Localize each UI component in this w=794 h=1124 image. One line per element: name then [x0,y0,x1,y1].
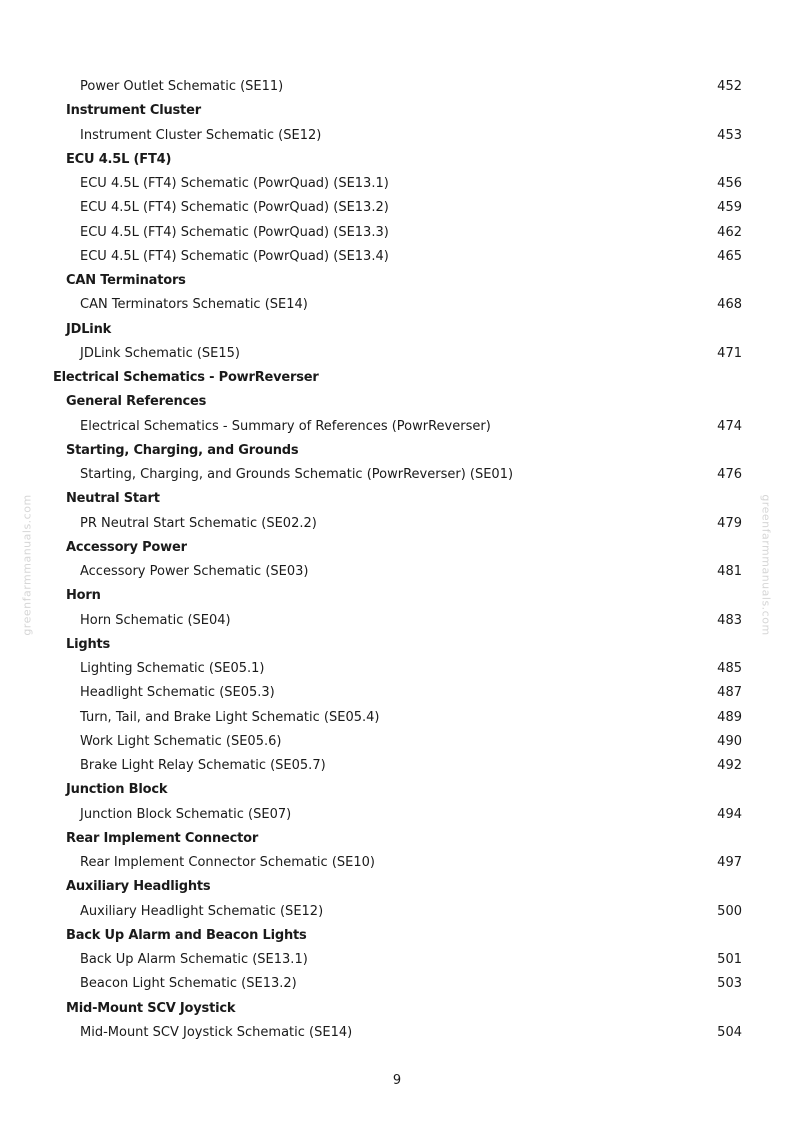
toc-subsection [0,99,794,123]
toc-entry[interactable] [0,463,794,487]
toc-entry[interactable] [0,851,794,875]
toc-subsection [0,487,794,511]
toc-page-number: 452 [717,79,742,94]
toc-subsection [0,778,794,802]
toc-page-number: 490 [717,733,742,749]
toc-page-number: 500 [717,903,742,919]
toc-entry-title: ECU 4.5L (FT4) Schematic (PowrQuad) (SE13.2) [80,200,389,216]
toc-subsection [0,148,794,172]
toc-entry-title: Power Outlet Schematic (SE11) [80,79,284,94]
watermark-right: greenfarmmanuals.com [759,494,773,636]
toc-page-number: 501 [717,952,742,967]
toc-subsection-title: Starting, Charging, and Grounds [66,442,299,458]
toc-entry[interactable] [0,706,794,730]
toc-page-number: 497 [717,855,742,870]
toc-page-number: 485 [717,661,742,676]
toc-subsection-title: Instrument Cluster [66,103,201,119]
toc-entry-title: Junction Block Schematic (SE07) [80,806,292,822]
toc-entry-title: ECU 4.5L (FT4) Schematic (PowrQuad) (SE13.3) [80,224,389,240]
toc-section [0,366,794,390]
toc-subsection-title: Back Up Alarm and Beacon Lights [66,927,307,943]
toc-subsection-title: Accessory Power [66,539,187,555]
toc-entry[interactable] [0,293,794,317]
toc-entry-title: Starting, Charging, and Grounds Schematic (PowrReverser) (SE01) [80,467,514,482]
toc-subsection [0,924,794,948]
toc-subsection-title: CAN Terminators [66,273,186,288]
toc-entry[interactable] [0,221,794,245]
toc-entry[interactable] [0,803,794,827]
toc-page-number: 476 [717,467,742,482]
toc-section-title: Electrical Schematics - PowrReverser [53,370,319,385]
toc-entry-title: Auxiliary Headlight Schematic (SE12) [80,903,324,919]
toc-page-number: 504 [717,1024,742,1040]
toc-subsection [0,584,794,608]
toc-entry-title: Accessory Power Schematic (SE03) [80,564,309,579]
toc-page-number: 453 [717,127,742,143]
toc-subsection-title: Neutral Start [66,491,160,507]
toc-subsection-title: Lights [66,636,111,652]
toc-entry-title: Horn Schematic (SE04) [80,612,231,628]
toc-page-number: 487 [717,685,742,701]
toc-entry[interactable] [0,75,794,99]
toc-entry-title: JDLink Schematic (SE15) [80,345,241,361]
toc-subsection-title: Auxiliary Headlights [66,879,211,895]
watermark-left: greenfarmmanuals.com [20,494,34,636]
toc-page-number: 494 [717,806,742,822]
toc-page-number: 471 [717,345,742,361]
toc-entry[interactable] [0,196,794,220]
toc-page-number: 489 [717,709,742,725]
toc-page-number: 483 [717,612,742,628]
toc-entry-title: Beacon Light Schematic (SE13.2) [80,976,297,992]
toc-subsection [0,318,794,342]
toc-entry[interactable] [0,124,794,148]
toc-entry[interactable] [0,730,794,754]
toc-page-number: 503 [717,976,742,992]
toc-subsection [0,875,794,899]
toc-subsection-title: Horn [66,588,101,604]
toc-entry[interactable] [0,609,794,633]
toc-entry[interactable] [0,900,794,924]
toc-entry-title: Rear Implement Connector Schematic (SE10) [80,855,375,870]
toc-entry-title: ECU 4.5L (FT4) Schematic (PowrQuad) (SE13.1) [80,176,389,191]
toc-entry-title: Headlight Schematic (SE05.3) [80,685,275,701]
toc-subsection [0,390,794,414]
toc-entry-title: Back Up Alarm Schematic (SE13.1) [80,952,308,967]
toc-subsection [0,536,794,560]
toc-entry[interactable] [0,681,794,705]
toc-subsection [0,997,794,1021]
toc-subsection-title: Rear Implement Connector [66,830,259,846]
toc-subsection [0,827,794,851]
toc-subsection [0,439,794,463]
toc-page-number: 492 [717,758,742,773]
toc-entry[interactable] [0,342,794,366]
toc-subsection-title: Junction Block [66,782,168,798]
toc-entry-title: Turn, Tail, and Brake Light Schematic (SE05.4) [80,709,380,725]
toc-page-number: 481 [717,564,742,579]
toc-entry[interactable] [0,245,794,269]
toc-entry-title: Electrical Schematics - Summary of References (PowrReverser) [80,418,491,434]
toc-page-number: 474 [717,418,742,434]
toc-entry[interactable] [0,657,794,681]
toc-entry-title: Mid-Mount SCV Joystick Schematic (SE14) [80,1024,353,1040]
toc-subsection-title: JDLink [66,321,112,337]
toc-entry-title: Brake Light Relay Schematic (SE05.7) [80,758,326,773]
toc-entry-title: CAN Terminators Schematic (SE14) [80,297,308,313]
toc-entry[interactable] [0,972,794,996]
toc-subsection-title: Mid-Mount SCV Joystick [66,1000,236,1016]
toc-entry-title: PR Neutral Start Schematic (SE02.2) [80,515,317,531]
toc-entry[interactable] [0,560,794,584]
toc-entry[interactable] [0,172,794,196]
toc-entry[interactable] [0,415,794,439]
toc-page-number: 479 [717,515,742,531]
toc-subsection-title: ECU 4.5L (FT4) [66,151,172,167]
toc-entry-title: Instrument Cluster Schematic (SE12) [80,127,322,143]
toc-entry-title: Work Light Schematic (SE05.6) [80,733,282,749]
toc-entry[interactable] [0,948,794,972]
toc-page-number: 462 [717,224,742,240]
toc-subsection-title: General References [66,394,207,410]
toc-page-number: 465 [717,248,742,264]
toc-page-number: 456 [717,176,742,191]
toc-entry[interactable] [0,512,794,536]
toc-subsection [0,269,794,293]
toc-page-number: 459 [717,200,742,216]
toc-entry-title: ECU 4.5L (FT4) Schematic (PowrQuad) (SE13.4) [80,248,389,264]
toc-entry[interactable] [0,1021,794,1045]
page-number: 9 [392,1073,402,1088]
toc-page-number: 468 [717,297,742,313]
toc-entry-title: Lighting Schematic (SE05.1) [80,661,265,676]
toc-entry[interactable] [0,754,794,778]
toc-subsection [0,633,794,657]
table-of-contents [0,75,794,1045]
